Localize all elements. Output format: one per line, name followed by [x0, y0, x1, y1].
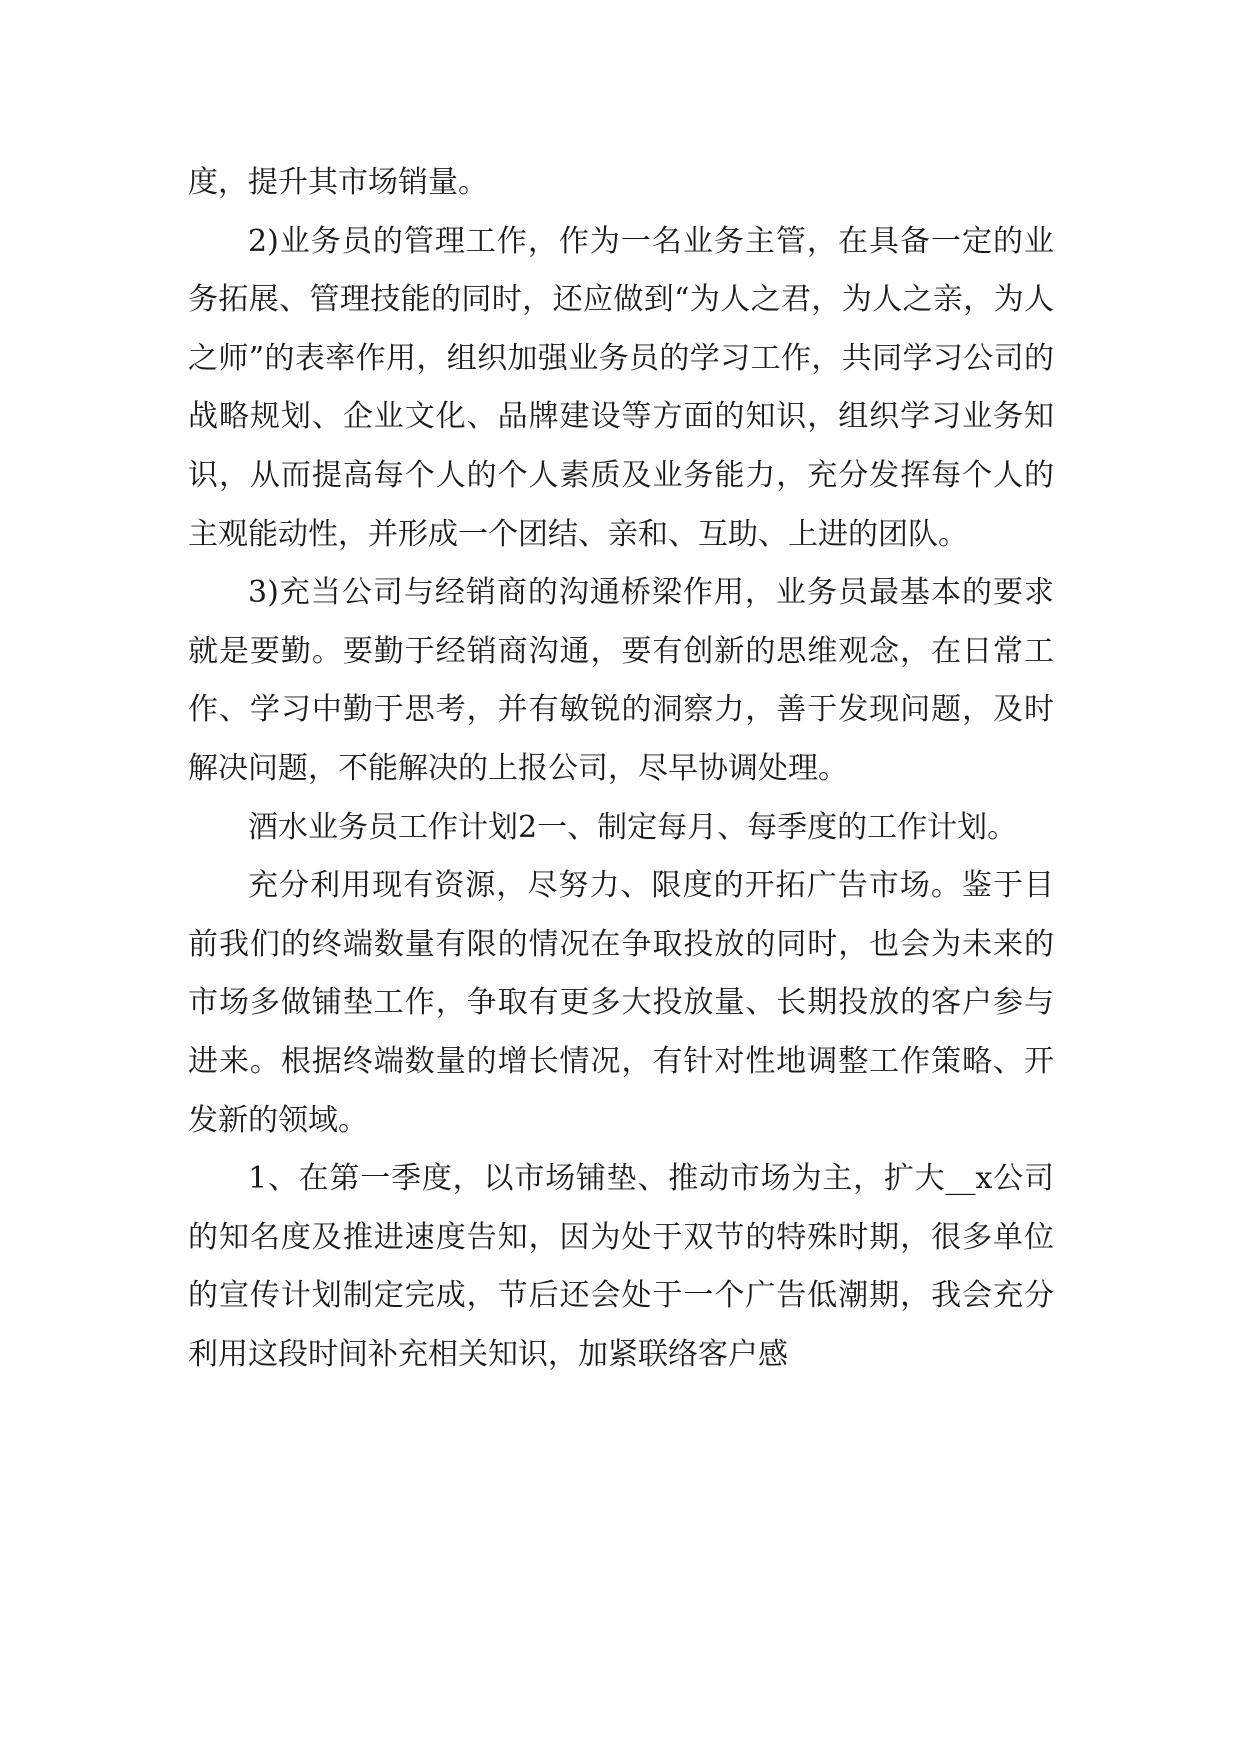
paragraph-resources: 充分利用现有资源，尽努力、限度的开拓广告市场。鉴于目前我们的终端数量有限的情况在争取投放的同时，也会为未来的市场多做铺垫工作，争取有更多大投放量、长期投放的客户参与进来。根据终端数量的增长情况，有针对性地调整工作策略、开发新的领域。: [188, 868, 1054, 1138]
paragraph-plan-heading: 酒水业务员工作计划2一、制定每月、每季度的工作计划。: [248, 809, 1018, 845]
paragraph-salesman-management: 2)业务员的管理工作，作为一名业务主管，在具备一定的业务拓展、管理技能的同时，还应做到“为人之君，为人之亲，为人之师”的表率作用，组织加强业务员的学习工作，共同学习公司的战略规划、企业文化、品牌建设等方面的知识，组织学习业务知识，从而提高每个人的个人素质及业务能力，充分发挥每个人的主观能动性，并形成一个团结、亲和、互助、上进的团队。: [188, 223, 1054, 552]
paragraph-communication-bridge: 3)充当公司与经销商的沟通桥梁作用，业务员最基本的要求就是要勤。要勤于经销商沟通，要有创新的思维观念，在日常工作、学习中勤于思考，并有敏锐的洞察力，善于发现问题，及时解决问题，不能解决的上报公司，尽早协调处理。: [188, 575, 1054, 786]
paragraph-first-quarter: 1、在第一季度，以市场铺垫、推动市场为主，扩大__x公司的知名度及推进速度告知，因为处于双节的特殊时期，很多单位的宣传计划制定完成，节后还会处于一个广告低潮期，我会充分利用这段时间补充相关知识，加紧联络客户感: [188, 1161, 1054, 1372]
document-body: [188, 154, 1054, 1384]
paragraph-continuation: 度，提升其市场销量。: [188, 165, 488, 200]
